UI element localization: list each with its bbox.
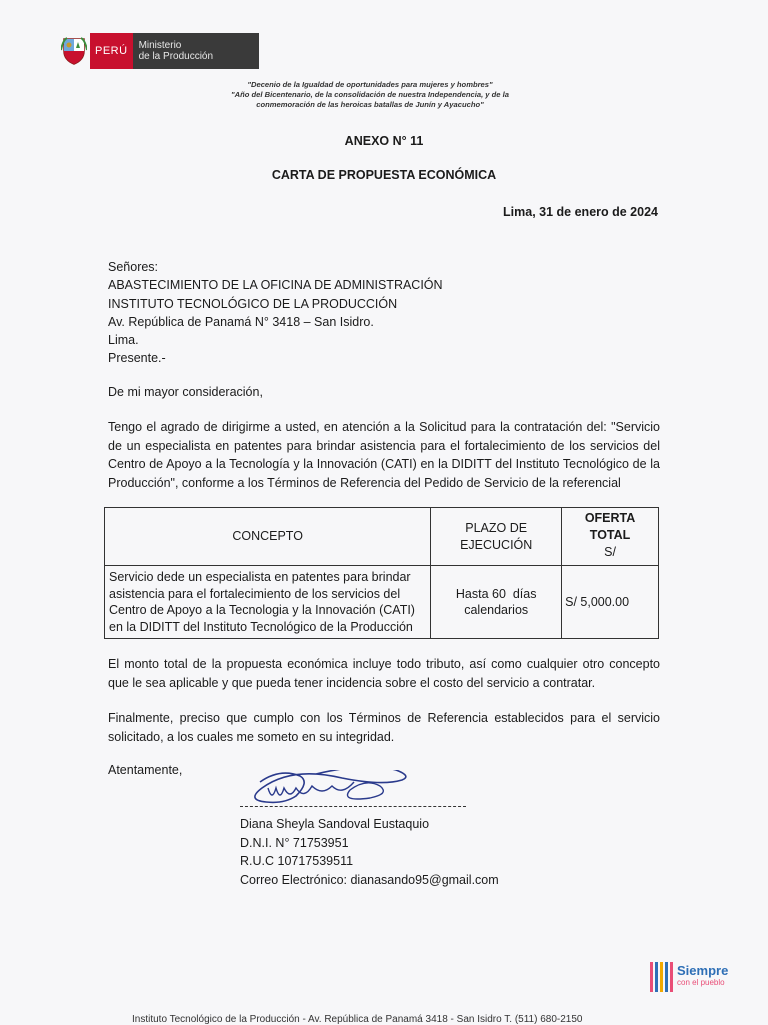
ministry-logo [58, 33, 259, 69]
term-line-2: calendarios [464, 603, 529, 617]
recipient-line: INSTITUTO TECNOLÓGICO DE LA PRODUCCIÓN [108, 296, 398, 311]
total-amount-paragraph: El monto total de la propuesta económica incluye todo tributo, así como cualquier otro concepto que le sea aplicable y que pueda tener incidencia sobre el costo del servicio a contratar. [108, 657, 660, 690]
header-oferta-line-2: TOTAL [589, 528, 631, 542]
page-footer: Instituto Tecnológico de la Producción - Av. República de Panamá 3418 - San Isidro T. (511) 680-2150 [132, 1014, 583, 1025]
recipient-line: Señores: [108, 260, 159, 274]
country-label: PERÚ [90, 33, 133, 69]
brand-bar [650, 962, 653, 992]
brand-bar [655, 962, 658, 992]
ministry-name [133, 33, 260, 69]
execution-term [431, 566, 562, 639]
motto-line-1: "Decenio de la Igualdad de oportunidades para mujeres y hombres" [247, 80, 493, 89]
table-header-row [105, 508, 659, 566]
signer-details [240, 815, 499, 889]
signature-line [240, 806, 466, 807]
salutation: De mi mayor consideración, [108, 385, 263, 399]
recipient-block [108, 258, 443, 368]
description-line: en la DIDITT del Instituto Tecnológico de la Producción [109, 619, 413, 634]
intro-paragraph: Tengo el agrado de dirigirme a usted, en atención a la Solicitud para la contratación del: "Servicio de un especialista en patentes para brindar asistencia para el fortalecimiento de los servicios del Centro de Apoyo a la Tecnología y la Innovación (CATI) en la DIDITT del Instituto Tecnológico de la Producción", conforme a los Términos de Referencia del Pedido de Servicio de la referencial [108, 420, 660, 490]
closing-paragraph: Finalmente, preciso que cumplo con los Términos de Referencia establecidos para el servicio solicitado, a los cuales me someto en su integridad. [108, 711, 660, 744]
header-plazo [431, 508, 562, 566]
signer-ruc: R.U.C 10717539511 [240, 854, 354, 868]
decade-motto [180, 80, 560, 110]
recipient-line: Presente.- [108, 351, 166, 366]
siempre-con-el-pueblo-logo [650, 962, 728, 992]
signer-name: Diana Sheyla Sandoval Eustaquio [240, 817, 430, 831]
description-line: Servicio dede un especialista en patentes para brindar [109, 570, 411, 584]
table-row [105, 566, 659, 639]
recipient-line: ABASTECIMIENTO DE LA OFICINA DE ADMINISTRACIÓN [108, 278, 443, 293]
document-title: CARTA DE PROPUESTA ECONÓMICA [271, 168, 497, 182]
total-offer: S/ 5,000.00 [562, 566, 659, 639]
header-plazo-line-2: EJECUCIÓN [460, 537, 533, 552]
signer-email: Correo Electrónico: dianasando95@gmail.com [240, 872, 499, 887]
term-line-1: Hasta 60 días [455, 586, 537, 601]
brand-bar [665, 962, 668, 992]
coat-of-arms-icon [58, 33, 90, 69]
recipient-line: Lima. [108, 333, 139, 348]
header-oferta-line-1: OFERTA [584, 511, 636, 525]
description-line: asistencia para el fortalecimiento de los servicios del [109, 586, 401, 601]
brand-bars-icon [650, 962, 673, 992]
service-description [105, 566, 431, 639]
brand-siempre: Siempre [677, 963, 729, 978]
motto-line-2: "Año del Bicentenario, de la consolidación de nuestra Independencia, y de la [231, 90, 509, 99]
recipient-line: Av. República de Panamá N° 3418 – San Isidro. [108, 314, 374, 329]
header-plazo-line-1: PLAZO DE [465, 520, 528, 535]
brand-text [677, 965, 728, 989]
proposal-table [104, 507, 659, 639]
signer-dni: D.N.I. N° 71753951 [240, 835, 349, 850]
brand-bar [660, 962, 663, 992]
letter-date: Lima, 31 de enero de 2024 [503, 205, 658, 219]
ministry-line-1: Ministerio [138, 40, 182, 51]
brand-con-el-pueblo: con el pueblo [677, 978, 725, 987]
ministry-line-2: de la Producción [138, 51, 214, 62]
valediction: Atentamente, [108, 763, 183, 777]
header-oferta [562, 508, 659, 566]
description-line: Centro de Apoyo a la Tecnologia y la Innovación (CATI) [109, 603, 415, 617]
header-currency: S/ [604, 545, 616, 559]
brand-bar [670, 962, 673, 992]
motto-line-3: conmemoración de las heroicas batallas de Junín y Ayacucho" [256, 100, 484, 109]
handwritten-signature [250, 770, 410, 810]
annex-number: ANEXO N° 11 [344, 134, 424, 148]
header-concepto: CONCEPTO [105, 508, 431, 566]
